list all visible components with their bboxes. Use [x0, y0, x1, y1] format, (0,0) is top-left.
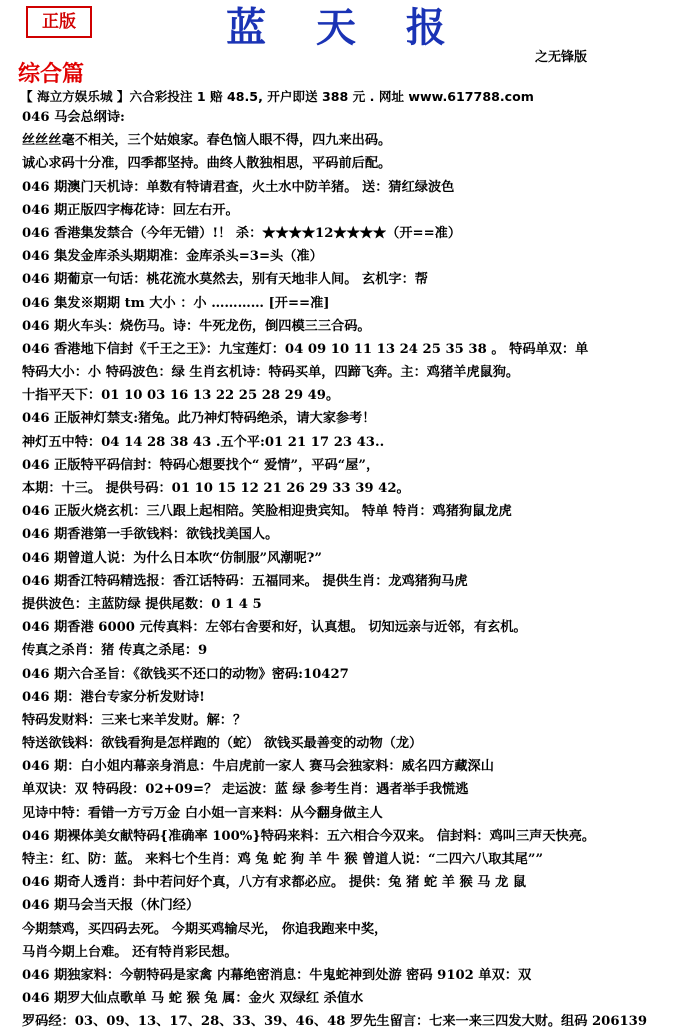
- text-line: 046 期火车头：烧伤马。诗：牛死龙伤，倒四模三三合码。: [22, 318, 371, 334]
- text-line: 046 期独家料：今朝特码是家禽 内幕绝密消息：牛鬼蛇神到处游 密码 9102 单双：双: [22, 967, 532, 983]
- text-line: 046 集发※期期 tm 大小 ：小 ………… [开==准]: [22, 295, 330, 311]
- text-line: 马肖今期上台难。 还有特肖彩民想。: [22, 944, 238, 960]
- section-title: 综合篇: [18, 61, 85, 87]
- edition-label: 之无锋版: [535, 50, 588, 65]
- genuine-stamp: 正版: [26, 6, 92, 38]
- masthead-title: 蓝 天 报: [226, 4, 464, 51]
- text-line: 046 香港地下信封《千王之王》：九宝莲灯：04 09 10 11 13 24 25 35 38 。 特码单双：单: [22, 341, 589, 357]
- text-line: 046 期马会当天报（休门经）: [22, 898, 200, 914]
- text-line: 传真之杀肖：猪 传真之杀尾：9: [22, 643, 208, 659]
- text-line: 046 期六合圣旨：《欲钱买不还口的动物》密码:10427: [22, 666, 349, 682]
- text-line: 特码发财料：三来七来羊发财。解：？: [22, 712, 247, 728]
- text-line: 046 期罗大仙点歌单 马 蛇 猴 兔 属：金火 双绿红 杀值水: [22, 991, 364, 1007]
- text-line: 特送欲钱料：欲钱看狗是怎样跑的（蛇） 欲钱买最善变的动物（龙）: [22, 736, 423, 752]
- text-line: 046 期曾道人说：为什么日本吹“仿制服”风潮呢?”: [22, 550, 322, 566]
- text-line: 046 期葡京一句话：桃花流水莫然去，别有天地非人间。 玄机字：帮: [22, 272, 428, 288]
- text-line: 特主：红、防：蓝。 来料七个生肖：鸡 兔 蛇 狗 羊 牛 猴 曾道人说：“二四六八取其尾””: [22, 852, 544, 867]
- text-line: 046 期香港 6000 元传真料：左邻右舍要和好，认真想。 切知远亲与近邻，有玄机。: [22, 620, 527, 636]
- text-line: 046 期：港台专家分析发财诗!: [22, 689, 205, 705]
- text-line: 丝丝丝毫不相关，三个姑娘家。春色恼人眼不得，四九来出码。: [22, 133, 392, 149]
- text-line: 046 期：白小姐内幕亲身消息：牛启虎前一家人 赛马会独家料：威名四方藏深山: [22, 759, 494, 775]
- text-line: 046 期奇人透肖：卦中若问好个真，八方有求都必应。 提供：兔 猪 蛇 羊 猴 马 龙 鼠: [22, 875, 527, 891]
- text-line: 本期：十三。 提供号码：01 10 15 12 21 26 29 33 39 42。: [22, 481, 410, 496]
- text-line: 046 马会总纲诗:: [22, 110, 125, 125]
- text-line: 见诗中特：看错一方亏万金 白小姐一言来料：从今翻身做主人: [22, 805, 383, 821]
- text-line: 单双诀：双 特码段：02+09=？ 走运波：蓝 绿 参考生肖：遇者举手我慌逃: [22, 782, 469, 798]
- text-line: 特码大小：小 特码波色：绿 生肖玄机诗：特码买单，四蹄飞奔。主：鸡猪羊虎鼠狗。: [22, 365, 520, 381]
- text-line: 046 期裸体美女献特码{准确率 100%}特码来料：五六相合今双来。 信封料：鸡叫三声天快亮。: [22, 828, 596, 844]
- text-line: 诚心求码十分准，四季都坚持。曲终人散独相思，平码前后配。: [22, 156, 392, 172]
- text-line: 046 期香江特码精选报：香江话特码：五福同来。 提供生肖：龙鸡猪狗马虎: [22, 573, 468, 589]
- text-line: 046 正版神灯禁支:猪兔。此乃神灯特码绝杀，请大家参考！: [22, 411, 376, 427]
- text-line: 046 香港集发禁合（今年无错）!！ 杀：★★★★12★★★★（开==准）: [22, 225, 462, 241]
- text-line: 神灯五中特：04 14 28 38 43 .五个平:01 21 17 23 43..: [22, 434, 385, 450]
- content-lines: [22, 106, 682, 1034]
- text-line: 046 期香港第一手欲钱料：欲钱找美国人。: [22, 527, 279, 543]
- text-line: 046 期正版四字梅花诗：回左右开。: [22, 202, 239, 218]
- text-line: 046 正版特平码信封：特码心想要找个“ 爱情”，平码“屋”，: [22, 457, 380, 473]
- ad-banner: 【 海立方娱乐城 】六合彩投注 1 赔 48.5, 开户即送 388 元 . 网址 www.617788.com: [20, 89, 534, 104]
- text-line: 046 集发金库杀头期期准：金库杀头=3=头（准）: [22, 249, 323, 265]
- text-line: 十指平天下：01 10 03 16 13 22 25 28 29 49。: [22, 388, 340, 404]
- text-line: 046 正版火烧玄机：三八跟上起相陪。笑脸相迎贵宾知。 特单 特肖：鸡猪狗鼠龙虎: [22, 504, 512, 520]
- text-line: 今期禁鸡，买四码去死。 今期买鸡输尽光， 你追我跑来中奖，: [22, 921, 388, 937]
- text-line: 046 期澳门天机诗：单数有特请君查，火土水中防羊猪。 送：猜红绿波色: [22, 179, 455, 195]
- text-line: 罗码经：03、09、13、17、28、33、39、46、48 罗先生留言：七来一来三四发大财。组码 206139: [22, 1014, 648, 1030]
- text-line: 提供波色：主蓝防绿 提供尾数：0 1 4 5: [22, 596, 262, 612]
